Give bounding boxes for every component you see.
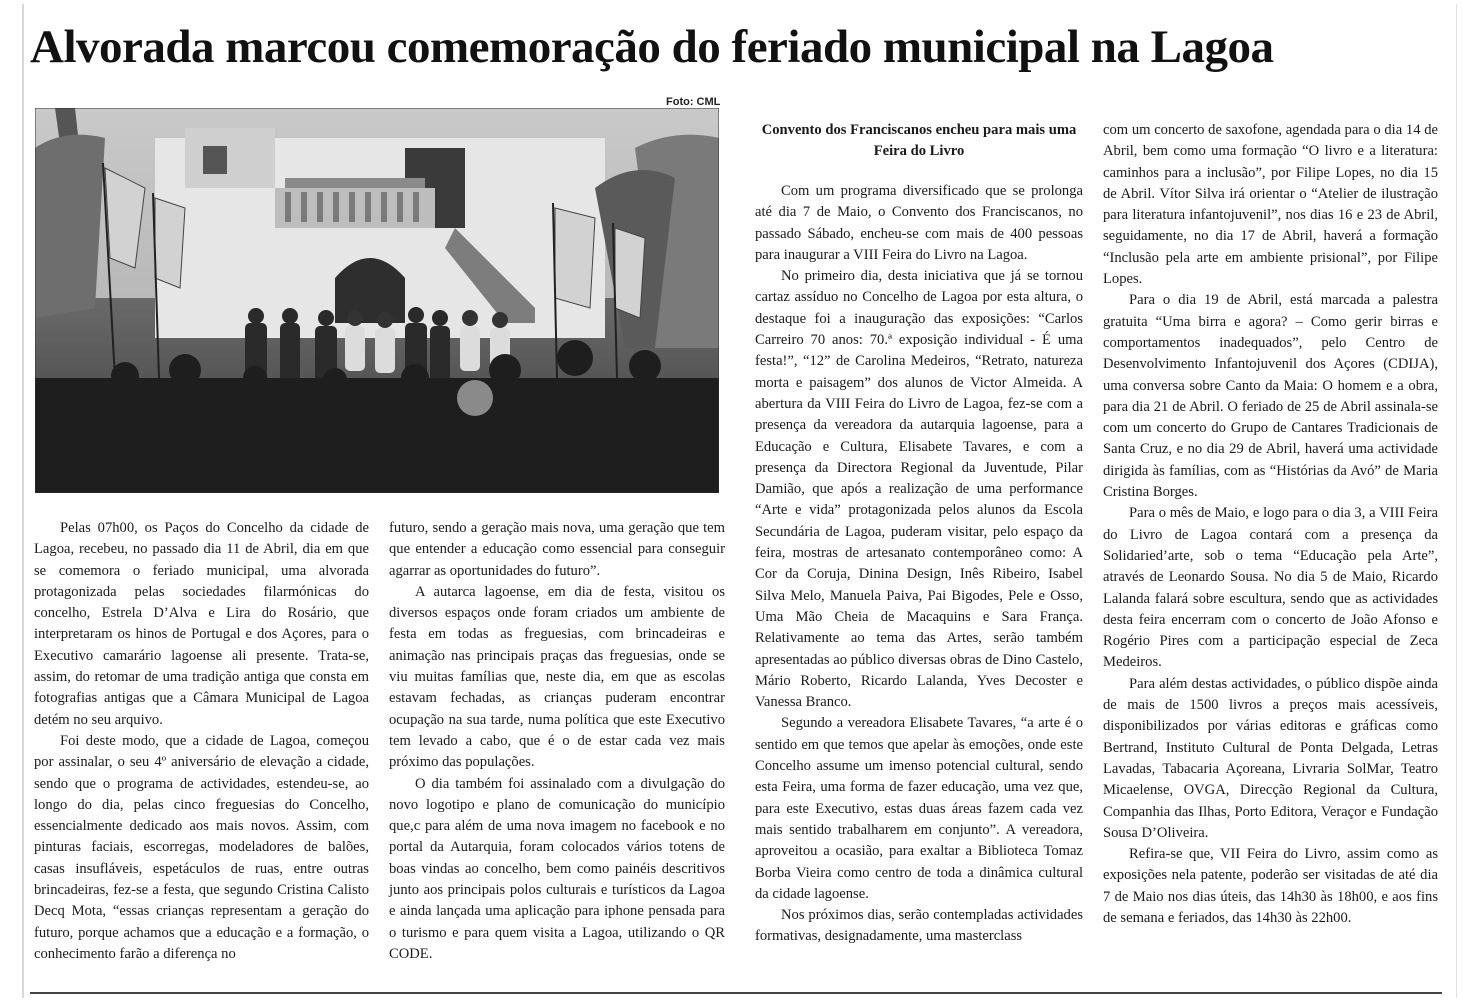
article-photo [35,108,719,493]
article-column-4 [1103,120,1438,929]
paragraph: Pelas 07h00, os Paços do Concelho da cidade de Lagoa, recebeu, no passado dia 11 de Abril, dia em que se comemora o feriado municipal, uma alvorada protagonizada pelas sociedades filarmónicas do concelho, Estrela D’Alva e Lira do Rosário, que interpretaram os hinos de Portugal e dos Açores, para o Executivo camarário lagoense ali presente. Trata-se, assim, do retomar de uma tradição antiga que consta em fotografias antigas que a Câmara Municipal de Lagoa detém no seu arquivo. [34,520,369,728]
paragraph: Foi deste modo, que a cidade de Lagoa, começou por assinalar, o seu 4º aniversário de elevação a cidade, sendo que o programa de actividades, estendeu-se, ao longo do dia, pelas cinco freguesias do Concelho, essencialmente dedicado aos mais novos. Assim, com pinturas faciais, escorregas, modeladores de balões, casas insufláveis, espetáculos de ruas, entre outras brincadeiras, fez-se a festa, que segundo Cristina Calisto Decq Mota, “essas crianças representam a geração do futuro, porque achamos que a educação e a formação, o conhecimento farão a diferença no [34,732,369,962]
photo-credit: Foto: CML [666,96,721,108]
paragraph: com um concerto de saxofone, agendada para o dia 14 de Abril, bem como uma formação “O livro e a literatura: caminhos para a inclusão”, por Filipe Lopes, no dia 15 de Abril. Vítor Silva irá orientar o “Atelier de ilustração para literatura infantojuvenil”, nos dias 16 e 23 de Abril, seguidamente, no dia 17 de Abril, haverá a formação “Inclusão pela arte em ambiente prisional”, por Filipe Lopes. [1103,122,1438,288]
paragraph: Para o dia 19 de Abril, está marcada a palestra gratuita “Uma birra e agora? – Como gerir birras e comportamentos inadequados”, pelo Centro de Desenvolvimento Infantojuvenil dos Açores (CDIJA), uma conversa sobre Canto da Maia: O homem e a obra, para dia 21 de Abril. O feriado de 25 de Abril assinala-se com um concerto do Grupo de Cantares Tradicionais de Santa Cruz, e no dia 29 de Abril, haverá uma actividade dirigida às famílias, com as “Histórias da Avó” de Maria Cristina Borges. [1103,292,1438,501]
scan-edge-left [22,4,24,998]
paragraph: Para o mês de Maio, e logo para o dia 3, a VIII Feira do Livro de Lagoa contará com a presença da Solidaried’arte, sob o tema “Educação pela Arte”, através de Leonardo Sousa. No dia 5 de Maio, Ricardo Lalanda falará sobre escultura, sendo que as actividades desta feira encerram com o concerto de João Afonso e Rogério Pires com a participação especial de Zeca Medeiros. [1103,505,1438,671]
subheadline: Convento dos Franciscanos encheu para mais uma Feira do Livro [761,122,1077,159]
paragraph: O dia também foi assinalado com a divulgação do novo logotipo e plano de comunicação do município que,c para além de uma nova imagem no facebook e no portal da Autarquia, foram colocados vários totens de boas vindas ao concelho, bem como painéis descritivos junto aos principais polos culturais e turísticos da Lagoa e ainda lançada uma aplicação para iphone pensada para o turismo e para quem visita a Lagoa, utilizando o QR CODE. [389,775,725,962]
article-column-3 [755,120,1083,948]
article-column-2 [389,518,725,965]
paragraph: Refira-se que, VII Feira do Livro, assim como as exposições nela patente, poderão ser visitadas de até dia 7 de Maio nos dias úteis, das 14h30 às 18h00, e aos fins de semana e feriados, das 14h30 às 22h00. [1103,846,1438,926]
paragraph: Para além destas actividades, o público dispõe ainda de mais de 1500 livros a preços mais acessíveis, disponibilizados por várias editoras e gráficas como Bertrand, Instituto Cultural de Ponta Delgada, Letras Lavadas, Tabacaria Açoreana, Livraria SolMar, Teatro Micaelense, OVGA, Direcção Regional da Cultura, Companhia das Ilhas, Porto Editora, Veraçor e Fundação Sousa D’Oliveira. [1103,675,1438,841]
paragraph: A autarca lagoense, em dia de festa, visitou os diversos espaços onde foram criados um ambiente de festa em todas as freguesias, com brincadeiras e animação nas principais praças das freguesias, onde se viu muitas famílias que, neste dia, em que as escolas estavam fechadas, as crianças puderam encontrar ocupação na sua tarde, numa política que este Executivo tem levado a cabo, que é o de estar cada vez mais próximo das populações. [389,583,725,771]
paragraph: Nos próximos dias, serão contempladas actividades formativas, designadamente, uma masterclass [755,907,1083,945]
article-column-1 [34,518,369,965]
paragraph: No primeiro dia, desta iniciativa que já se tornou cartaz assíduo no Concelho de Lagoa por esta altura, o destaque foi a inauguração das exposições: “Carlos Carreiro 70 anos: 70.ª exposição individual - É uma festa!”, “12” de Carolina Medeiros, “Retrato, natureza morta e paisagem” dos alunos de Victor Almeida. A abertura da VIII Feira do Livro de Lagoa, fez-se com a presença da vereadora da autarquia lagoense, para a Educação e Cultura, Elisabete Tavares, e com a presença da Directora Regional da Juventude, Pilar Damião, que após a realização de uma performance “Arte e vida” protagonizada pelos alunos da Escola Secundária de Lagoa, puderam visitar, pelo espaço da feira, mostras de artesanato contemporâneo como: A Cor da Coruja, Dinina Design, Inês Ribeiro, Isabel Silva Melo, Manuela Paiva, Pai Bigodes, Pele e Osso, Uma Mão Cheia de Macaquins e Sara França. Relativamente ao tema das Artes, serão também apresentadas ao público diversas obras de Dino Castelo, Mário Roberto, Ricardo Lalanda, Yves Decoster e Vanessa Branco. [755,268,1083,711]
scan-edge-right [1456,4,1457,998]
headline: Alvorada marcou comemoração do feriado municipal na Lagoa [30,21,1274,73]
paragraph: Segundo a vereadora Elisabete Tavares, “a arte é o sentido em que temos que apelar às emoções, onde este Concelho assume um imenso potencial cultural, sendo esta Feira, uma forma de fazer educação, uma vez que, para este Executivo, estas duas áreas fazem cada vez mais sentido trabalharem em conjunto”. A vereadora, aproveitou a ocasião, para exaltar a Biblioteca Tomaz Borba Vieira como centro de toda a dinâmica cultural da cidade lagoense. [755,715,1083,902]
bottom-rule [30,992,1442,994]
paragraph: Com um programa diversificado que se prolonga até dia 7 de Maio, o Convento dos Franciscanos, no passado Sábado, encheu-se com mais de 400 pessoas para inaugurar a VIII Feira do Livro na Lagoa. [755,183,1083,263]
paragraph: futuro, sendo a geração mais nova, uma geração que tem que entender a educação como essencial para conseguir agarrar as oportunidades do futuro”. [389,520,725,579]
